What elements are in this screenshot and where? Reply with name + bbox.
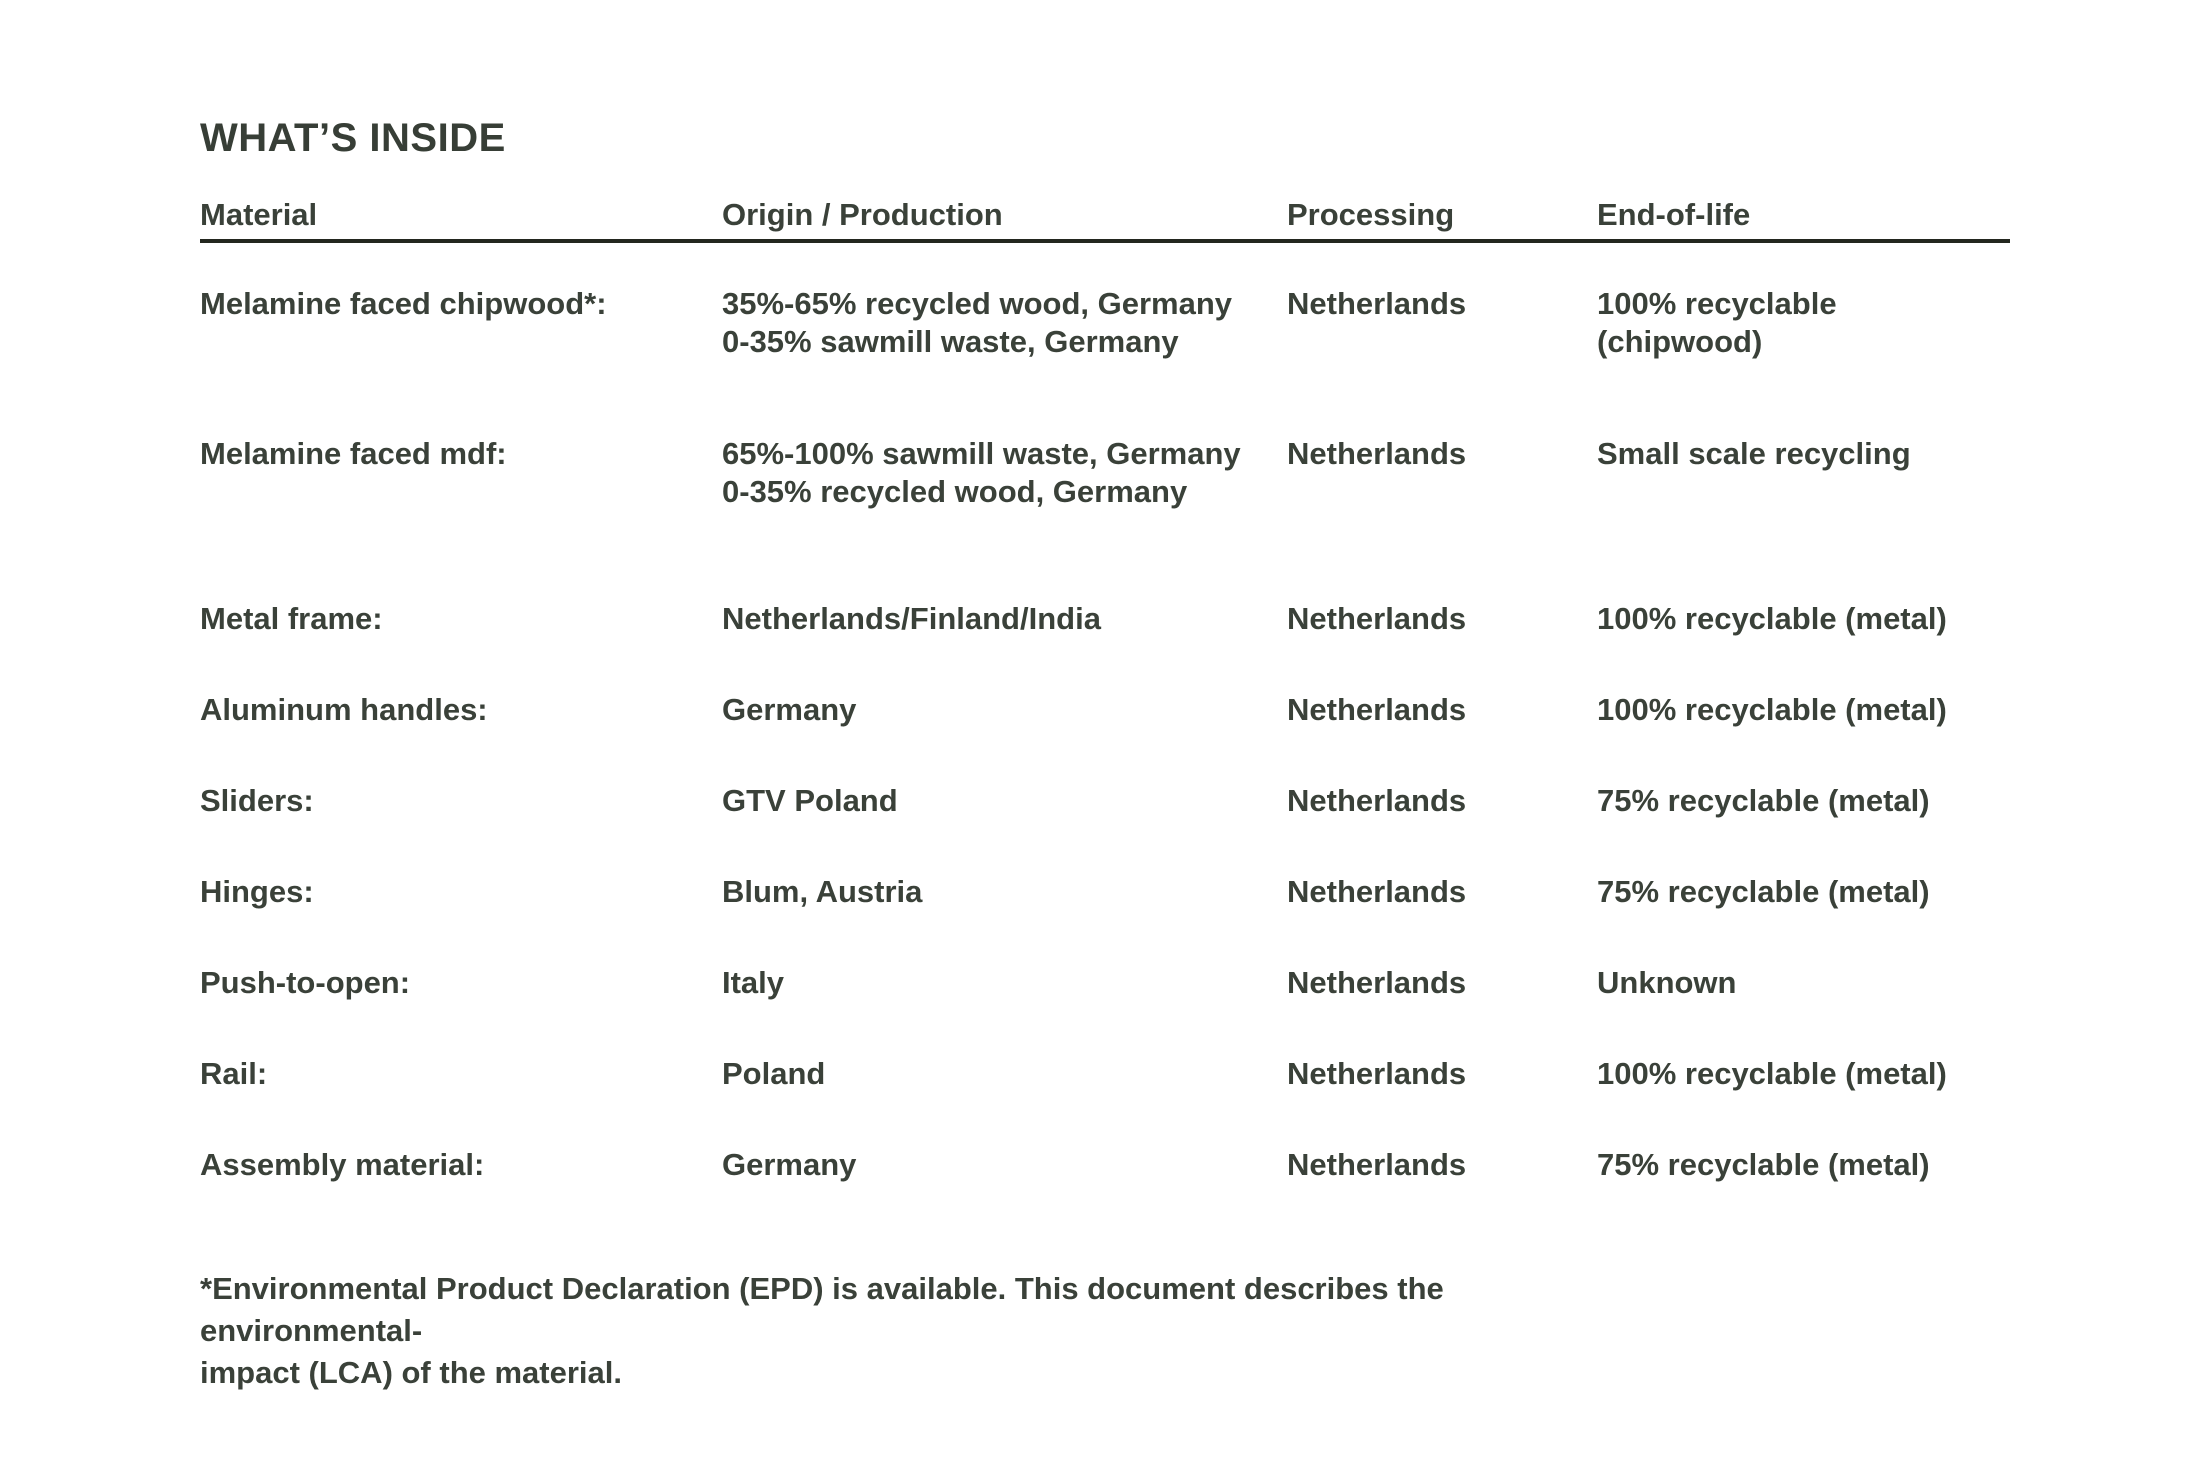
origin-line: Blum, Austria	[722, 874, 923, 909]
cell-origin	[722, 1055, 1287, 1093]
cell-processing: Netherlands	[1287, 874, 1467, 909]
cell-material: Rail:	[200, 1056, 268, 1091]
cell-processing: Netherlands	[1287, 692, 1467, 727]
cell-processing: Netherlands	[1287, 1056, 1467, 1091]
cell-processing: Netherlands	[1287, 1147, 1467, 1182]
cell-material: Push-to-open:	[200, 965, 411, 1000]
cell-end-of-life: 100% recyclable (metal)	[1597, 692, 1947, 727]
cell-processing: Netherlands	[1287, 965, 1467, 1000]
origin-line: Poland	[722, 1056, 826, 1091]
cell-end-of-life: 75% recyclable (metal)	[1597, 783, 1930, 818]
cell-origin	[722, 964, 1287, 1002]
cell-material: Sliders:	[200, 783, 314, 818]
origin-line: Netherlands/Finland/India	[722, 601, 1101, 636]
cell-end-of-life: 100% recyclable (metal)	[1597, 601, 1947, 636]
column-header-end-of-life: End-of-life	[1597, 197, 1751, 232]
origin-line: 35%-65% recycled wood, Germany	[722, 286, 1233, 321]
column-header-material: Material	[200, 197, 318, 232]
cell-end-of-life: 75% recyclable (metal)	[1597, 874, 1930, 909]
column-header-processing: Processing	[1287, 197, 1455, 232]
column-header-origin-production: Origin / Production	[722, 197, 1003, 232]
cell-end-of-life: 100% recyclable (chipwood)	[1597, 286, 1837, 359]
table-row	[200, 600, 2010, 638]
footnote-line-2: impact (LCA) of the material.	[200, 1355, 622, 1390]
cell-material: Melamine faced chipwood*:	[200, 286, 607, 321]
cell-processing: Netherlands	[1287, 601, 1467, 636]
table-body	[200, 243, 2010, 1184]
cell-origin	[722, 782, 1287, 820]
cell-origin	[722, 873, 1287, 911]
table-row	[200, 1146, 2010, 1184]
origin-line: 0-35% recycled wood, Germany	[722, 474, 1188, 509]
table-row	[200, 435, 2010, 511]
footnote-line-1: *Environmental Product Declaration (EPD) is available. This document describes the environmental-	[200, 1271, 1444, 1348]
cell-end-of-life: 75% recyclable (metal)	[1597, 1147, 1930, 1182]
table-header-row	[200, 196, 2010, 243]
cell-origin	[722, 435, 1287, 511]
cell-material: Aluminum handles:	[200, 692, 488, 727]
cell-origin	[722, 691, 1287, 729]
cell-processing: Netherlands	[1287, 286, 1467, 321]
origin-line: 65%-100% sawmill waste, Germany	[722, 436, 1241, 471]
origin-line: 0-35% sawmill waste, Germany	[722, 324, 1179, 359]
cell-end-of-life: Small scale recycling	[1597, 436, 1911, 471]
page-title: WHAT’S INSIDE	[200, 116, 506, 160]
footnote	[200, 1268, 1660, 1394]
cell-origin	[722, 600, 1287, 638]
origin-line: Germany	[722, 1147, 857, 1182]
table-row	[200, 782, 2010, 820]
cell-material: Assembly material:	[200, 1147, 485, 1182]
table-row	[200, 1055, 2010, 1093]
cell-origin	[722, 285, 1287, 361]
cell-material: Hinges:	[200, 874, 314, 909]
cell-processing: Netherlands	[1287, 783, 1467, 818]
table-row	[200, 691, 2010, 729]
materials-table	[200, 196, 2010, 1184]
table-row	[200, 964, 2010, 1002]
origin-line: GTV Poland	[722, 783, 898, 818]
cell-material: Melamine faced mdf:	[200, 436, 507, 471]
cell-end-of-life: 100% recyclable (metal)	[1597, 1056, 1947, 1091]
origin-line: Italy	[722, 965, 785, 1000]
table-row	[200, 873, 2010, 911]
cell-end-of-life: Unknown	[1597, 965, 1737, 1000]
cell-material: Metal frame:	[200, 601, 383, 636]
cell-origin	[722, 1146, 1287, 1184]
cell-processing: Netherlands	[1287, 436, 1467, 471]
origin-line: Germany	[722, 692, 857, 727]
table-row	[200, 285, 2010, 361]
